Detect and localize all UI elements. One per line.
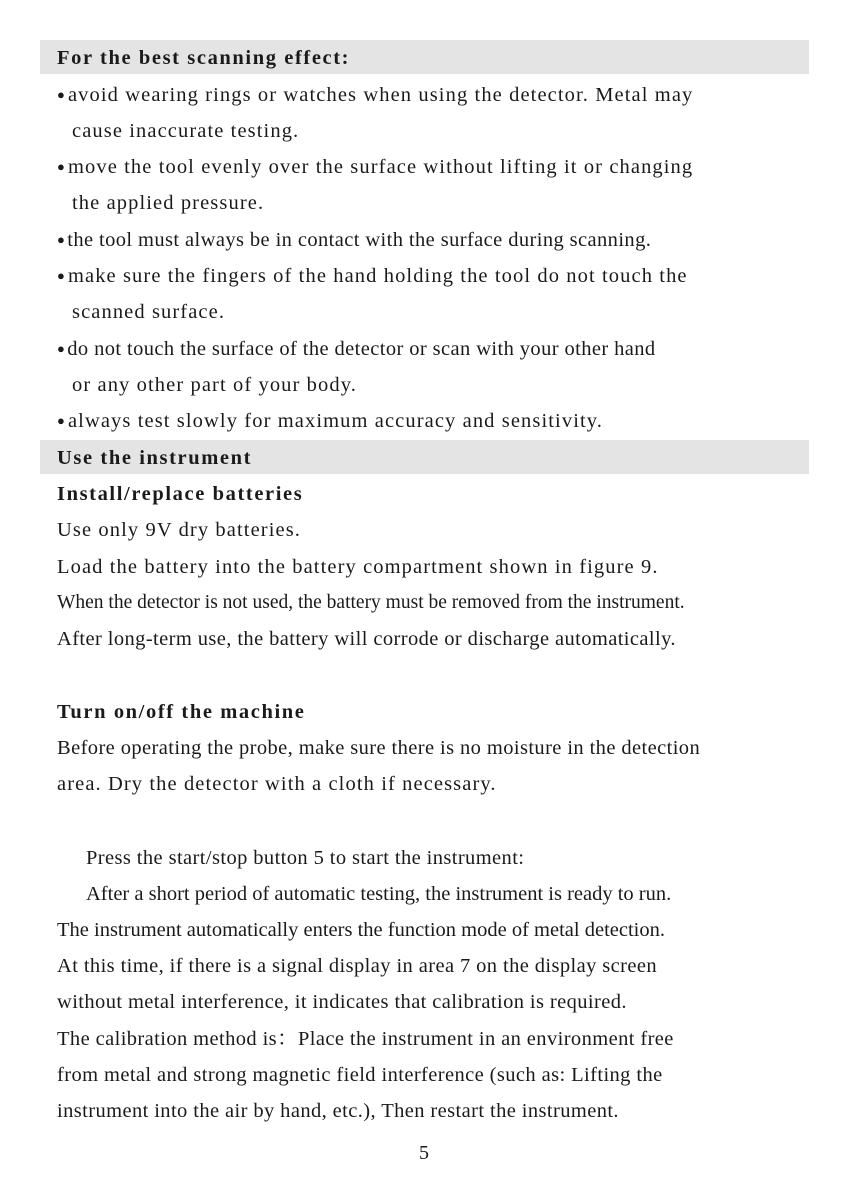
body-line: area. Dry the detector with a cloth if necessary.	[57, 773, 497, 795]
body-line: from metal and strong magnetic field interference (such as: Lifting the	[57, 1064, 663, 1086]
subheading-batteries: Install/replace batteries	[57, 483, 304, 505]
body-line: Press the start/stop button 5 to start the instrument:	[86, 847, 525, 869]
bullet-item: ● move the tool evenly over the surface without lifting it or changing	[57, 155, 693, 181]
body-line: At this time, if there is a signal display in area 7 on the display screen	[57, 955, 658, 977]
bullet-item: ● the tool must always be in contact with the surface during scanning.	[57, 228, 651, 254]
bullet-item: ● do not touch the surface of the detector or scan with your other hand	[57, 337, 656, 363]
bullet-item-continuation: cause inaccurate testing.	[72, 120, 300, 142]
body-line: Use only 9V dry batteries.	[57, 519, 301, 541]
section-heading-use: Use the instrument	[57, 447, 253, 469]
body-line: Load the battery into the battery compartment shown in figure 9.	[57, 556, 659, 578]
body-line: The instrument automatically enters the function mode of metal detection.	[57, 919, 665, 941]
bullet-item-continuation: scanned surface.	[72, 301, 226, 323]
bullet-item-continuation: the applied pressure.	[72, 192, 265, 214]
bullet-item: ● make sure the fingers of the hand holding the tool do not touch the	[57, 264, 688, 290]
body-line: instrument into the air by hand, etc.), Then restart the instrument.	[57, 1100, 619, 1122]
page-number: 5	[419, 1142, 429, 1164]
bullet-item-continuation: or any other part of your body.	[72, 374, 357, 396]
body-line: When the detector is not used, the battery must be removed from the instrument.	[57, 592, 685, 613]
bullet-item: ● always test slowly for maximum accuracy and sensitivity.	[57, 409, 603, 435]
bullet-item: ● avoid wearing rings or watches when using the detector. Metal may	[57, 83, 693, 109]
body-line: After long-term use, the battery will corrode or discharge automatically.	[57, 628, 676, 650]
body-line: Before operating the probe, make sure there is no moisture in the detection	[57, 737, 701, 759]
subheading-power: Turn on/off the machine	[57, 701, 306, 723]
body-line: without metal interference, it indicates that calibration is required.	[57, 991, 627, 1013]
section-heading-scanning: For the best scanning effect:	[57, 47, 351, 69]
body-line: After a short period of automatic testing, the instrument is ready to run.	[86, 883, 672, 905]
body-line: The calibration method is：Place the instrument in an environment free	[57, 1028, 674, 1050]
